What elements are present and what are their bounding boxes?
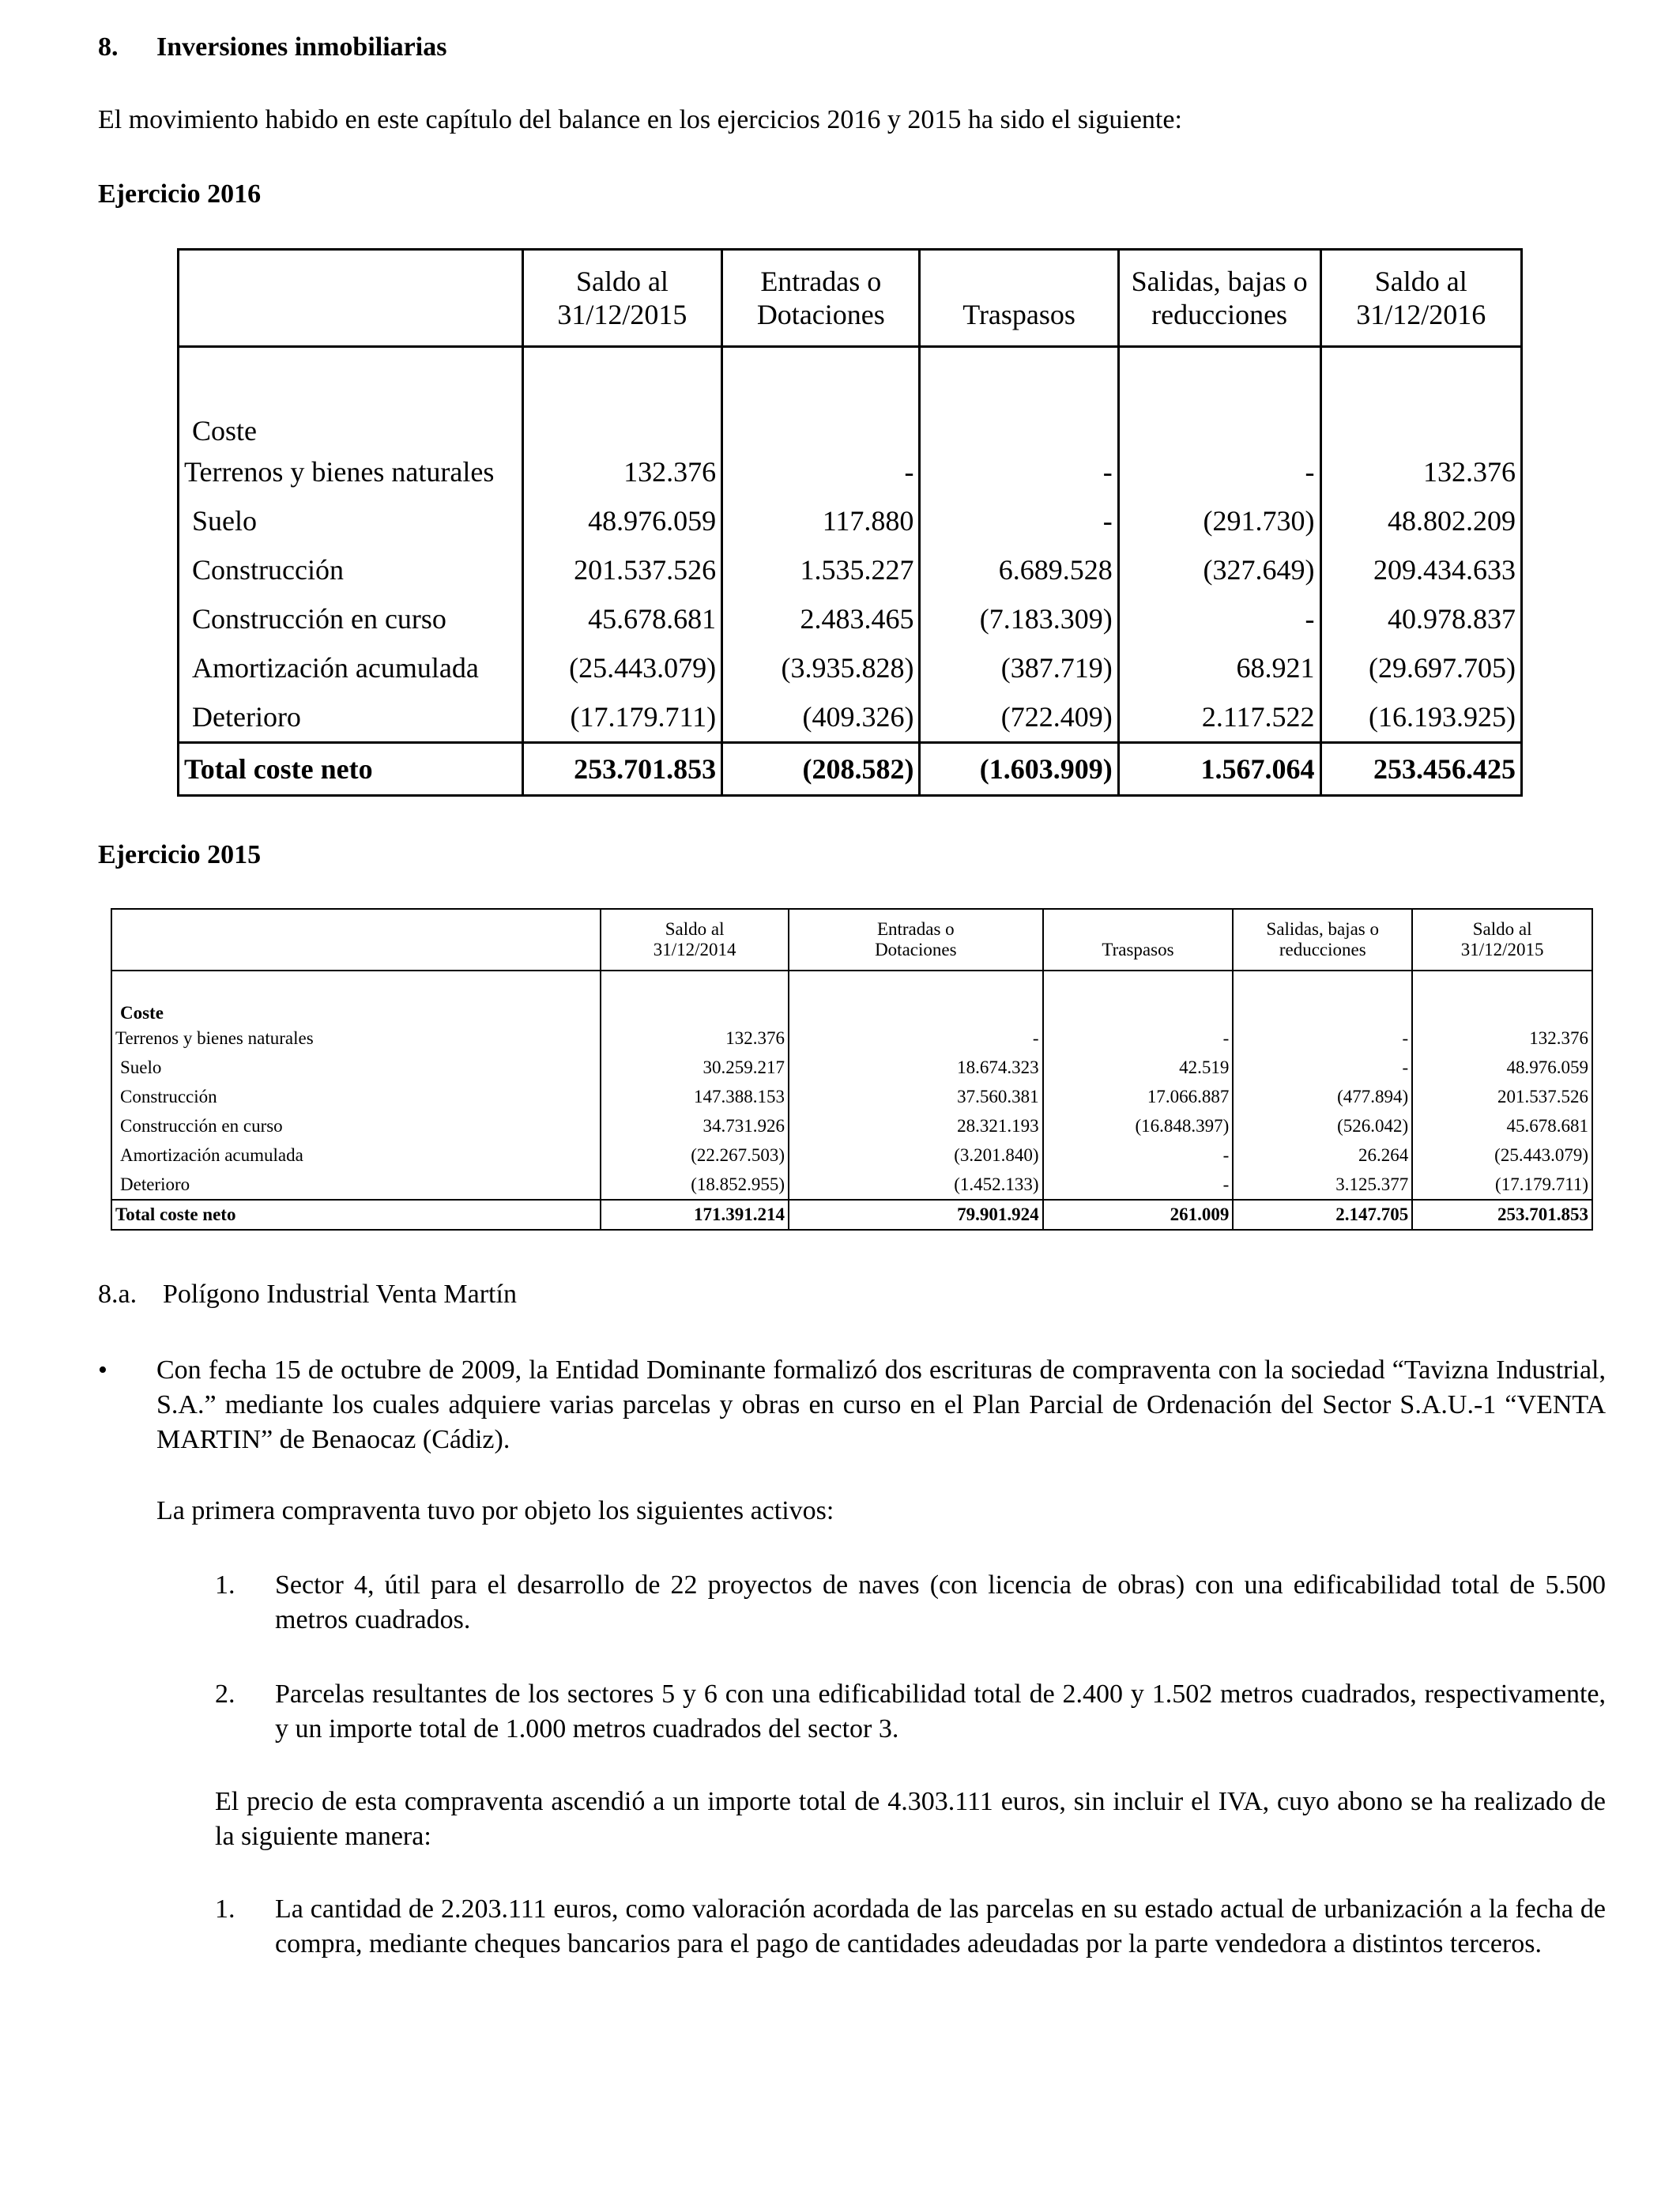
- row-label: Construcción en curso: [111, 1111, 601, 1140]
- bullet-icon: •: [98, 1355, 107, 1385]
- section-label-row: [111, 995, 1592, 1023]
- paragraph: El precio de esta compraventa ascendió a un importe total de 4.303.111 euros, sin incluir el IVA, cuyo abono se ha realizado de la siguiente manera:: [215, 1787, 1606, 1851]
- cell-value: -: [1118, 447, 1320, 496]
- table-row: [111, 1082, 1592, 1111]
- table-2015-heading: Ejercicio 2015: [98, 840, 262, 869]
- cell-value: -: [1043, 1023, 1234, 1053]
- header-empty: [111, 909, 601, 940]
- row-label: Construcción en curso: [179, 594, 523, 643]
- cell-value: 48.802.209: [1320, 496, 1521, 545]
- cell-value: (387.719): [920, 643, 1118, 692]
- column-header: Traspasos: [1043, 940, 1234, 971]
- cell-value: (7.183.309): [920, 594, 1118, 643]
- row-label: Terrenos y bienes naturales: [111, 1023, 601, 1053]
- table-2016: [177, 248, 1523, 797]
- row-label: Amortización acumulada: [179, 643, 523, 692]
- cell-value: (291.730): [1118, 496, 1320, 545]
- cell-value: (327.649): [1118, 545, 1320, 594]
- total-value: 253.701.853: [1412, 1200, 1592, 1230]
- cell-value: -: [1233, 1053, 1412, 1082]
- total-label: Total coste neto: [111, 1200, 601, 1230]
- section-number: 8.: [98, 32, 119, 62]
- cell-value: (17.179.711): [522, 692, 721, 743]
- column-header: Dotaciones: [789, 940, 1043, 971]
- list-number: 2.: [215, 1679, 235, 1709]
- column-header: 31/12/2015: [522, 298, 721, 347]
- table-row: [179, 643, 1522, 692]
- column-header: [920, 250, 1118, 299]
- paragraph: La primera compraventa tuvo por objeto los siguientes activos:: [156, 1496, 834, 1525]
- cell-value: (25.443.079): [522, 643, 721, 692]
- cell-value: 18.674.323: [789, 1053, 1043, 1082]
- cell-value: 132.376: [1412, 1023, 1592, 1053]
- intro-paragraph: El movimiento habido en este capítulo del balance en los ejercicios 2016 y 2015 ha sido el siguiente:: [98, 105, 1182, 134]
- column-header: Saldo al: [1320, 250, 1521, 299]
- table-row: [179, 692, 1522, 743]
- cell-value: (3.935.828): [722, 643, 920, 692]
- section-label-row: [179, 398, 1522, 447]
- row-label: Deterioro: [111, 1170, 601, 1200]
- cell-value: (29.697.705): [1320, 643, 1521, 692]
- list-item: Sector 4, útil para el desarrollo de 22 proyectos de naves (con licencia de obras) con una edificabilidad total de 5.500 metros cuadrados.: [275, 1570, 1606, 1634]
- cell-value: (17.179.711): [1412, 1170, 1592, 1200]
- cell-value: 30.259.217: [601, 1053, 789, 1082]
- column-header: Saldo al: [522, 250, 721, 299]
- row-label: Suelo: [111, 1053, 601, 1082]
- column-header: Salidas, bajas o: [1233, 909, 1412, 940]
- column-header: Traspasos: [920, 298, 1118, 347]
- column-header: reducciones: [1233, 940, 1412, 971]
- subsection-title: Polígono Industrial Venta Martín: [163, 1280, 517, 1309]
- cell-value: -: [1043, 1170, 1234, 1200]
- bullet-paragraph: Con fecha 15 de octubre de 2009, la Entidad Dominante formalizó dos escrituras de compraventa con la sociedad “Tavizna Industrial, S.A.” mediante los cuales adquiere varias parcelas y obras en curso en el Plan Parcial de Ordenación del Sector S.A.U.-1 “VENTA MARTIN” de Benaocaz (Cádiz).: [156, 1355, 1606, 1454]
- cell-value: 201.537.526: [522, 545, 721, 594]
- column-header: reducciones: [1118, 298, 1320, 347]
- cell-value: 201.537.526: [1412, 1082, 1592, 1111]
- row-label: Terrenos y bienes naturales: [179, 447, 523, 496]
- section-label: Coste: [111, 995, 601, 1023]
- table-row: [111, 1170, 1592, 1200]
- cell-value: (25.443.079): [1412, 1140, 1592, 1170]
- column-header: Saldo al: [1412, 909, 1592, 940]
- column-header: [1043, 909, 1234, 940]
- column-header: 31/12/2015: [1412, 940, 1592, 971]
- cell-value: 117.880: [722, 496, 920, 545]
- total-value: 2.147.705: [1233, 1200, 1412, 1230]
- cell-value: 45.678.681: [1412, 1111, 1592, 1140]
- total-value: 253.456.425: [1320, 743, 1521, 796]
- column-header: Entradas o: [722, 250, 920, 299]
- cell-value: -: [920, 496, 1118, 545]
- cell-value: (16.193.925): [1320, 692, 1521, 743]
- cell-value: 45.678.681: [522, 594, 721, 643]
- cell-value: 147.388.153: [601, 1082, 789, 1111]
- table-row: [179, 545, 1522, 594]
- cell-value: 28.321.193: [789, 1111, 1043, 1140]
- row-label: Suelo: [179, 496, 523, 545]
- column-header: Salidas, bajas o: [1118, 250, 1320, 299]
- row-label: Construcción: [179, 545, 523, 594]
- total-value: 79.901.924: [789, 1200, 1043, 1230]
- cell-value: -: [1118, 594, 1320, 643]
- cell-value: 40.978.837: [1320, 594, 1521, 643]
- table-2015: [111, 908, 1593, 1231]
- cell-value: (409.326): [722, 692, 920, 743]
- cell-value: (3.201.840): [789, 1140, 1043, 1170]
- cell-value: 1.535.227: [722, 545, 920, 594]
- cell-value: 42.519: [1043, 1053, 1234, 1082]
- table-row: [111, 1140, 1592, 1170]
- cell-value: 3.125.377: [1233, 1170, 1412, 1200]
- cell-value: -: [1233, 1023, 1412, 1053]
- cell-value: 2.117.522: [1118, 692, 1320, 743]
- spacer-row: [179, 347, 1522, 399]
- header-empty: [179, 250, 523, 299]
- cell-value: (22.267.503): [601, 1140, 789, 1170]
- cell-value: 132.376: [1320, 447, 1521, 496]
- spacer-row: [111, 971, 1592, 995]
- header-empty: [179, 298, 523, 347]
- cell-value: (477.894): [1233, 1082, 1412, 1111]
- table-header-row: [111, 940, 1592, 971]
- cell-value: 209.434.633: [1320, 545, 1521, 594]
- cell-value: 132.376: [522, 447, 721, 496]
- table-row: [111, 1023, 1592, 1053]
- cell-value: (16.848.397): [1043, 1111, 1234, 1140]
- cell-value: 6.689.528: [920, 545, 1118, 594]
- table-row: [179, 496, 1522, 545]
- section-title: Inversiones inmobiliarias: [156, 32, 447, 62]
- total-row: [179, 743, 1522, 796]
- cell-value: (1.452.133): [789, 1170, 1043, 1200]
- cell-value: -: [789, 1023, 1043, 1053]
- total-value: (208.582): [722, 743, 920, 796]
- table-row: [179, 447, 1522, 496]
- list-item: Parcelas resultantes de los sectores 5 y 6 con una edificabilidad total de 2.400 y 1.502 metros cuadrados, respectivamente, y un importe total de 1.000 metros cuadrados del sector 3.: [275, 1679, 1606, 1744]
- column-header: 31/12/2016: [1320, 298, 1521, 347]
- cell-value: 132.376: [601, 1023, 789, 1053]
- total-row: [111, 1200, 1592, 1230]
- table-row: [111, 1053, 1592, 1082]
- row-label: Construcción: [111, 1082, 601, 1111]
- cell-value: 48.976.059: [522, 496, 721, 545]
- table-row: [179, 594, 1522, 643]
- cell-value: 37.560.381: [789, 1082, 1043, 1111]
- total-value: (1.603.909): [920, 743, 1118, 796]
- total-value: 253.701.853: [522, 743, 721, 796]
- cell-value: (526.042): [1233, 1111, 1412, 1140]
- total-value: 261.009: [1043, 1200, 1234, 1230]
- cell-value: 68.921: [1118, 643, 1320, 692]
- table-header-row: [179, 250, 1522, 299]
- header-empty: [111, 940, 601, 971]
- cell-value: (18.852.955): [601, 1170, 789, 1200]
- column-header: Dotaciones: [722, 298, 920, 347]
- row-label: Deterioro: [179, 692, 523, 743]
- cell-value: (722.409): [920, 692, 1118, 743]
- cell-value: -: [1043, 1140, 1234, 1170]
- section-label: Coste: [179, 398, 523, 447]
- column-header: Entradas o: [789, 909, 1043, 940]
- total-value: 1.567.064: [1118, 743, 1320, 796]
- cell-value: 34.731.926: [601, 1111, 789, 1140]
- subsection-number: 8.a.: [98, 1280, 137, 1309]
- table-header-row: [179, 298, 1522, 347]
- cell-value: 48.976.059: [1412, 1053, 1592, 1082]
- list-item: La cantidad de 2.203.111 euros, como valoración acordada de las parcelas en su estado actual de urbanización a la fecha de compra, mediante cheques bancarios para el pago de cantidades adeudadas por la parte vendedora a distintos terceros.: [275, 1894, 1606, 1958]
- cell-value: -: [722, 447, 920, 496]
- cell-value: 2.483.465: [722, 594, 920, 643]
- column-header: 31/12/2014: [601, 940, 789, 971]
- table-header-row: [111, 909, 1592, 940]
- list-number: 1.: [215, 1894, 235, 1924]
- cell-value: 17.066.887: [1043, 1082, 1234, 1111]
- total-value: 171.391.214: [601, 1200, 789, 1230]
- cell-value: -: [920, 447, 1118, 496]
- table-2016-heading: Ejercicio 2016: [98, 179, 262, 209]
- cell-value: 26.264: [1233, 1140, 1412, 1170]
- list-number: 1.: [215, 1570, 235, 1600]
- total-label: Total coste neto: [179, 743, 523, 796]
- column-header: Saldo al: [601, 909, 789, 940]
- row-label: Amortización acumulada: [111, 1140, 601, 1170]
- table-row: [111, 1111, 1592, 1140]
